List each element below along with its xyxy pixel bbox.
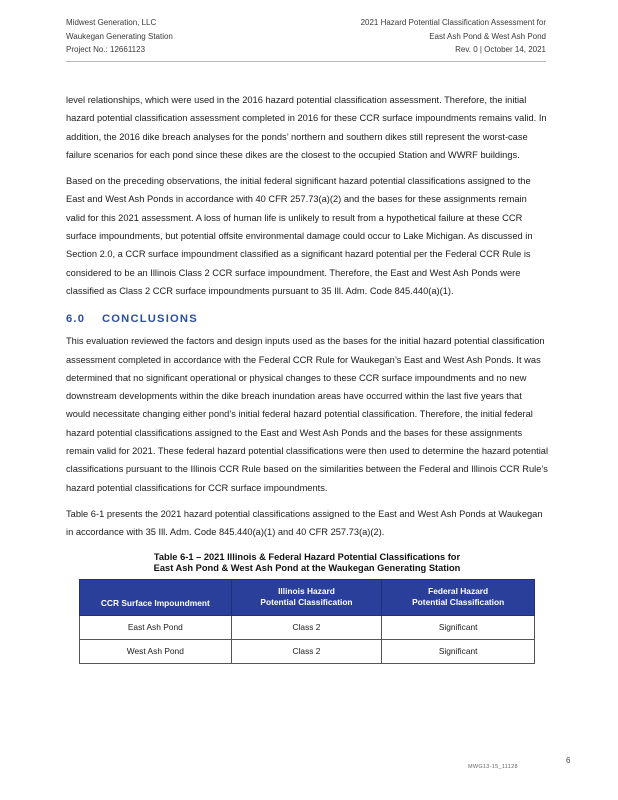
table-header-impoundment — [80, 579, 232, 615]
header-revision: Rev. 0 | October 14, 2021 — [455, 45, 546, 54]
section-heading — [66, 310, 548, 328]
table-header-federal — [382, 579, 535, 615]
classification-table — [79, 579, 535, 664]
document-code: MWG13-15_11128 — [468, 764, 518, 770]
header-right — [361, 16, 546, 57]
header-text: Illinois Hazard — [278, 586, 335, 597]
table-caption-line: Table 6-1 – 2021 Illinois & Federal Hazard Potential Classifications for — [153, 551, 461, 562]
document-body — [66, 91, 548, 664]
header-report-subject: East Ash Pond & West Ash Pond — [429, 31, 546, 41]
header-company: Midwest Generation, LLC — [66, 18, 157, 27]
section-number: 6.0 — [66, 313, 86, 326]
table-cell: Class 2 — [231, 615, 382, 639]
table-caption-line: East Ash Pond & West Ash Pond at the Waukegan Generating Station — [153, 563, 461, 574]
paragraph: level relationships, which were used in the 2016 hazard potential classification assessment. Therefore, the initial hazard potential classification assessment completed in 2016 for these CCR surface impoundments remains valid. In addition, the 2016 dike breach analyses for the ponds’ northern and southern dikes still represent the worst-case failure scenarios for each pond since these dikes are the closest to the occupied Station and WWRF buildings. — [66, 95, 547, 160]
table-cell: Class 2 — [231, 639, 382, 663]
paragraph: Table 6-1 presents the 2021 hazard potential classifications assigned to the East and West Ash Ponds at Waukegan in accordance with 35 Ill. Adm. Code 845.440(a)(1) and 40 CFR 257.73(a)(2). — [66, 508, 543, 538]
paragraph: This evaluation reviewed the factors and design inputs used as the bases for the initial hazard potential classification assessment completed in accordance with the Federal CCR Rule for Waukegan’s East and West Ash Ponds. It was determined that no significant operational or physical changes to these CCR surface impoundments and no new downstream developments within the dike breach inundation areas have occurred within the last five years that would necessitate changing either pond’s initial federal hazard potential classification. Therefore, the initial federal hazard potential classifications assigned to the East and West Ash Ponds and the bases for these assignments remain valid for 2021. These federal hazard potential classifications were then used to determine the hazard potential classifications pursuant to the Illinois CCR Rule based on the similarities between the Federal and Illinois CCR Rule’s hazard potential classifications for CCR surface impoundments. — [66, 336, 549, 493]
table-caption — [66, 552, 548, 575]
page-number: 6 — [566, 756, 571, 765]
table-cell: Significant — [382, 639, 535, 663]
header-text: Potential Classification — [412, 597, 505, 608]
table-cell: West Ash Pond — [80, 639, 232, 663]
table-header-row — [80, 579, 535, 615]
table-row — [80, 639, 535, 663]
header-left — [66, 16, 173, 57]
header-station: Waukegan Generating Station — [66, 31, 173, 41]
paragraph: Based on the preceding observations, the initial federal significant hazard potential classifications assigned to the East and West Ash Ponds in accordance with 40 CFR 257.73(a)(2) and the bases for these assignments remain valid for this 2021 assessment. A loss of human life is unlikely to result from a hypothetical failure at these CCR surface impoundments, but potential offsite environmental damage could occur to Lake Michigan. As discussed in Section 2.0, a CCR surface impoundment classified as a significant hazard potential per the Federal CCR Rule is considered to be an Illinois Class 2 CCR surface impoundment. Therefore, the East and West Ash Ponds were classified as Class 2 CCR surface impoundments pursuant to 35 Ill. Adm. Code 845.440(a)(1). — [66, 176, 533, 296]
table-header-illinois — [231, 579, 382, 615]
table-cell: Significant — [382, 615, 535, 639]
page-header — [66, 16, 546, 62]
table-cell: East Ash Pond — [80, 615, 232, 639]
header-report-title: 2021 Hazard Potential Classification Assessment for — [360, 18, 546, 27]
header-text: Federal Hazard — [428, 586, 489, 597]
header-text: CCR Surface Impoundment — [100, 597, 210, 608]
header-text: Potential Classification — [260, 597, 353, 608]
header-project-number: Project No.: 12661123 — [66, 45, 146, 54]
table-row — [80, 615, 535, 639]
section-title: CONCLUSIONS — [102, 313, 198, 326]
